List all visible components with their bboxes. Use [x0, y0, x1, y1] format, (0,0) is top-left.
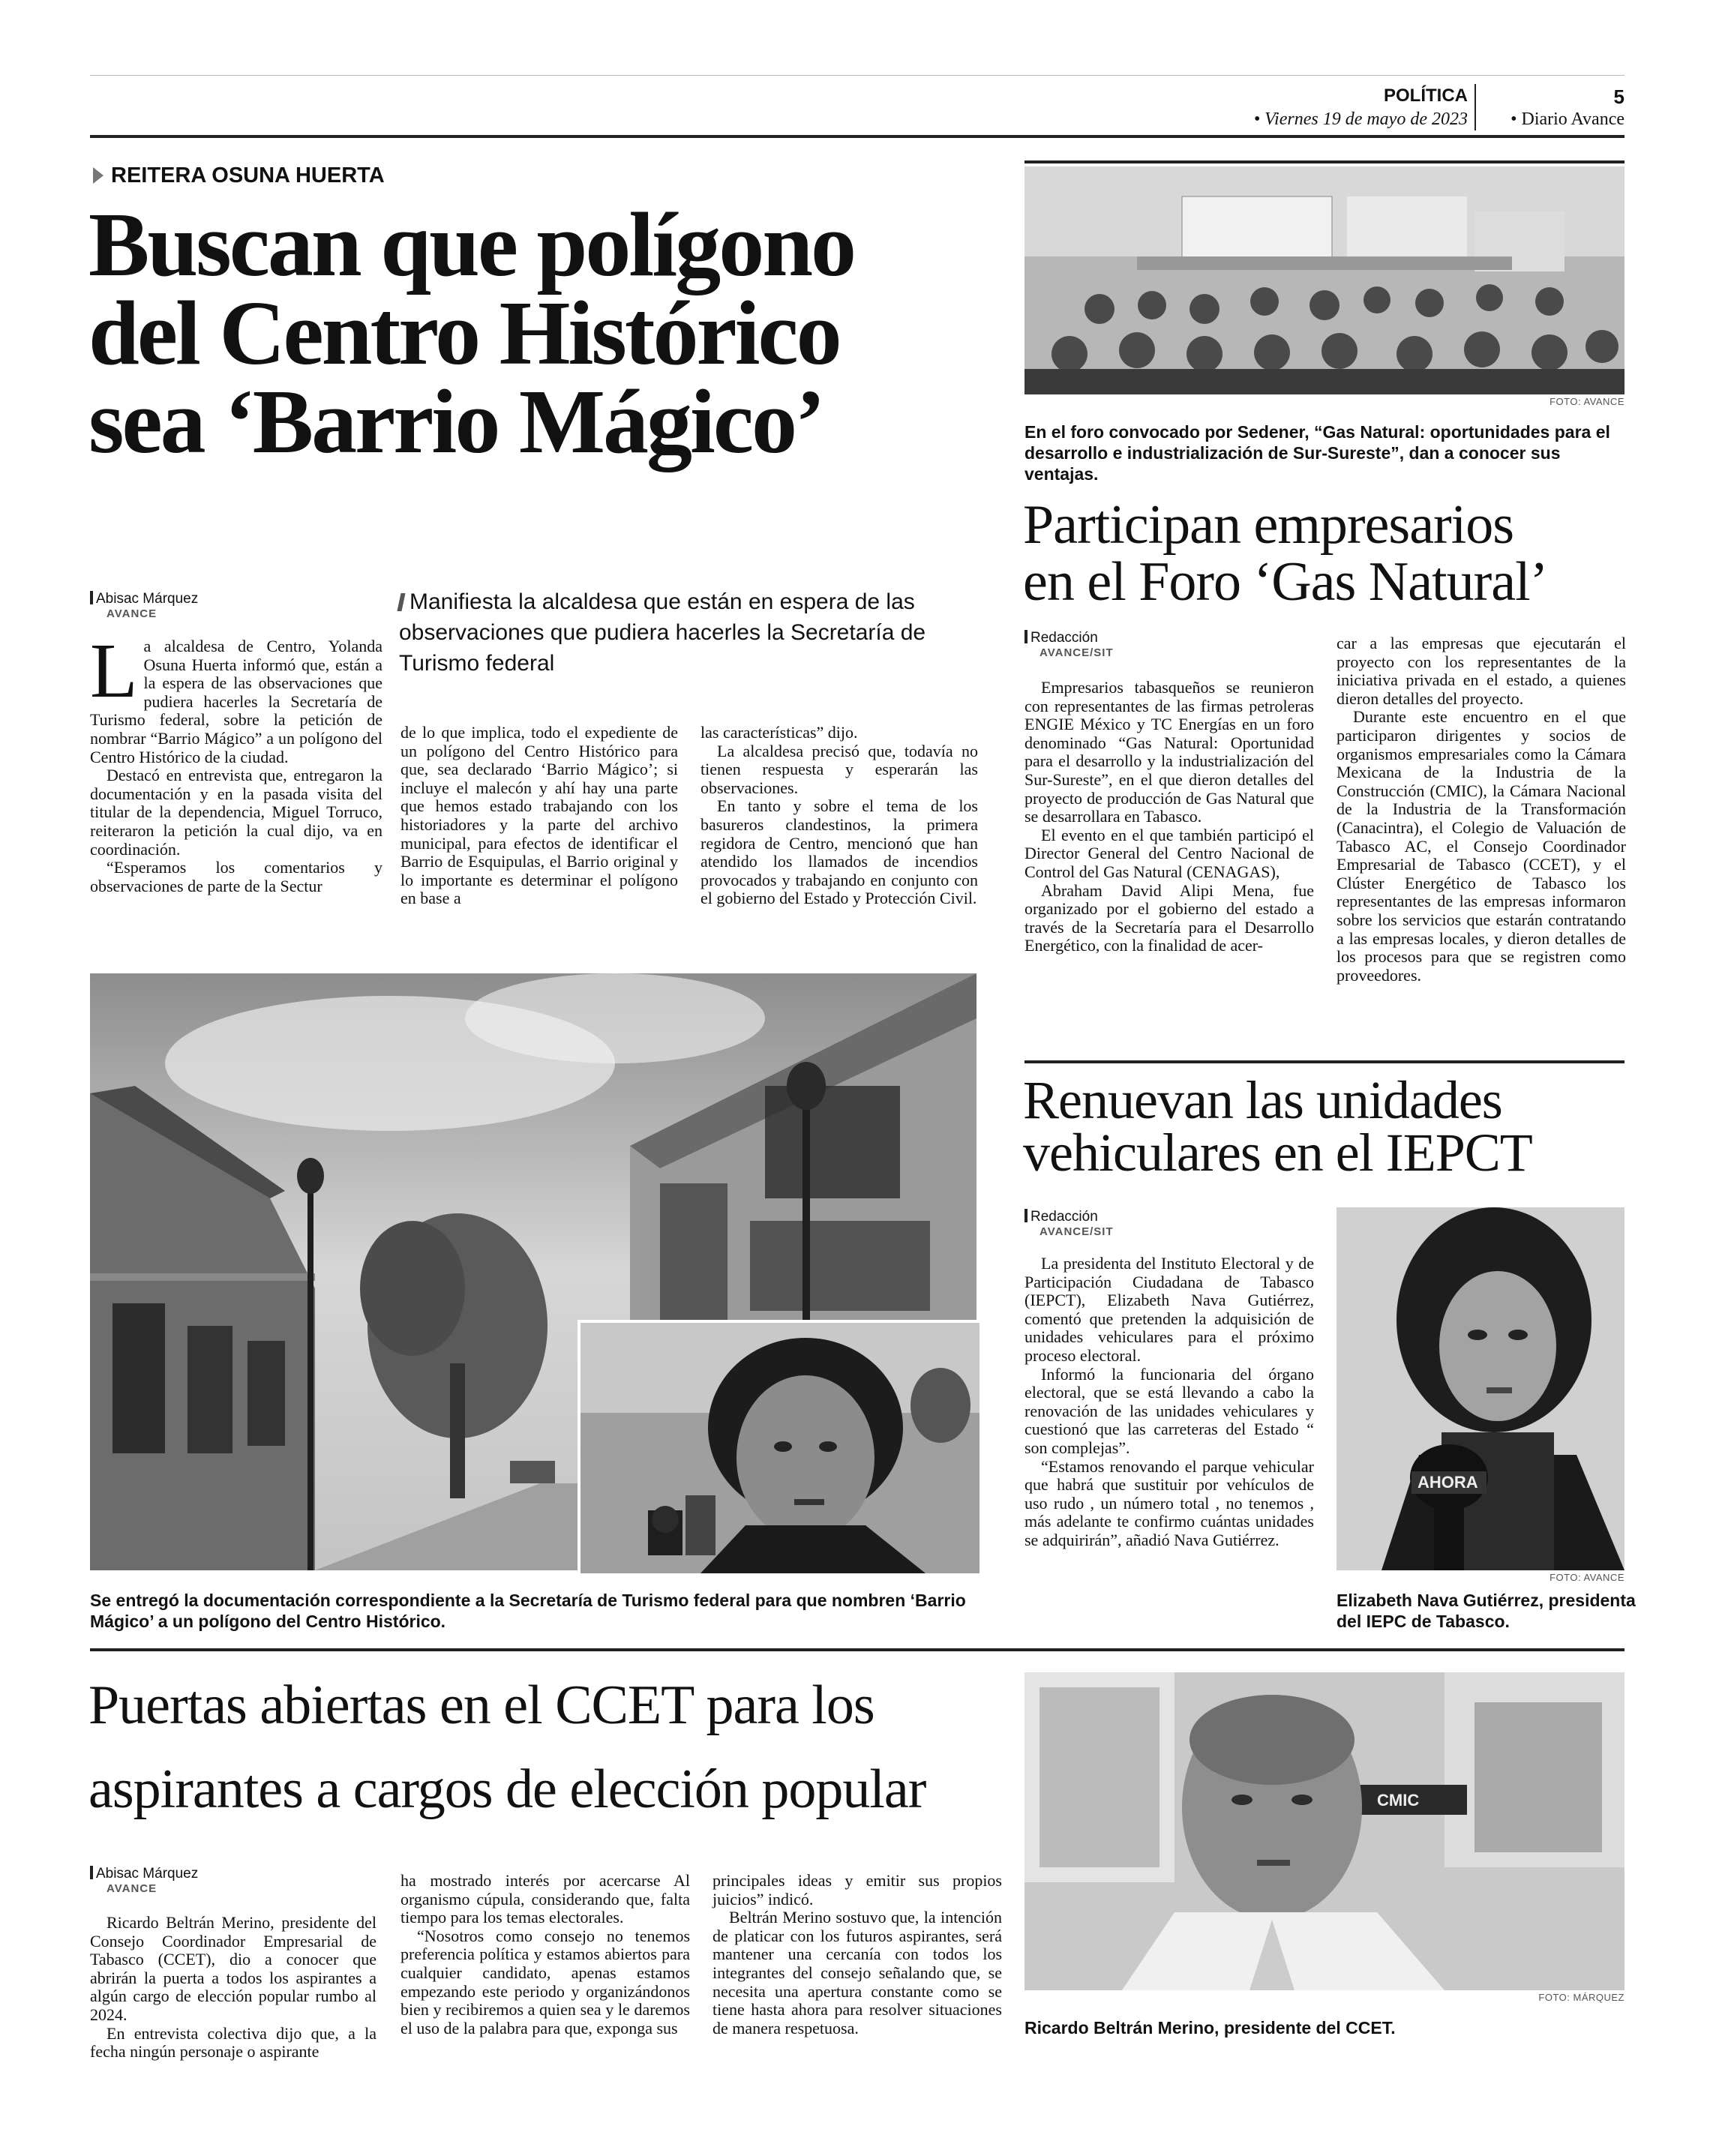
section-name: POLÍTICA — [1384, 85, 1468, 106]
main-photo-caption: Se entregó la documentación correspondiente a la Secretaría de Turismo federal para que nombren ‘Barrio Mágico’ a un polígono del Centro Histórico. — [90, 1591, 966, 1631]
newspaper-name: • Diario Avance — [1510, 109, 1624, 129]
beltran-photo-credit: FOTO: MÁRQUEZ — [1538, 1992, 1624, 2003]
main-summary: Manifiesta la alcaldesa que están en espera de las observaciones que pudiera hacerles la Secretaría de Turismo federal — [399, 586, 969, 679]
ccet-column-3: principales ideas y emitir sus propios juicios” indicó. Beltrán Merino sostuvo que, la intención de platicar con los futuros aspirantes, será mantener una cercanía con todos los integrantes del consejo señalando que, se necesita una apertura constante como se tiene hasta ahora para resolver situaciones de manera respetuosa. — [712, 1871, 1002, 2038]
forum-photo — [1024, 166, 1624, 394]
main-headline: Buscan que polígono del Centro Histórico sea ‘Barrio Mágico’ — [88, 194, 855, 472]
main-column-1: L a alcaldesa de Centro, Yolanda Osuna Huerta informó que, están a la espera de las observaciones que pudiera hacerles la Secretaría de Turismo federal, sobre la petición de nombrar “Barrio Mágico” a un polígono del Centro Histórico de la ciudad. Destacó en entrevista que, entregaron la documentación y en la pasada visita del titular de la dependencia, Miguel Torruco, reiteraron la petición la cual dijo, va en coordinación. “Esperamos los comentarios y observaciones de parte de la Sectur — [90, 628, 382, 895]
forum-photo-caption: En el foro convocado por Sedener, “Gas Natural: oportunidades para el desarrollo e industrialización de Sur-Sureste”, dan a conocer sus ventajas. — [1024, 422, 1610, 484]
main-column-2: de lo que implica, todo el expediente de un polígono del Centro Histórico para que, sea declarado ‘Barrio Mágico’; si incluye el malecón y ahí hay una parte que hemos estado trabajando con los historiadores y la parte del archivo municipal, para efectos de identificar el Barrio de Esquipulas, el Barrio original y lo importante es determinar el polígono en base a — [400, 723, 678, 908]
gas-column-1: Empresarios tabasqueños se reunieron con representantes de las firmas petroleras ENGIE México y TC Energías en un foro denominado “Gas Natural: Oportunidad para el desarrollo y la industrialización del Sur-Sureste”, en el que dieron detalles del proyecto de producción de Gas Natural que se desarrollara en Tabasco. El evento en el que también participó el Director General del Centro Nacional de Control del Gas Natural (CENAGAS), Abraham David Alipi Mena, fue organizado por el gobierno del estado a través de la Secretaría para el Desarrollo Energético, con la finalidad de acer- — [1024, 678, 1314, 955]
main-byline: Abisac Márquez AVANCE — [90, 591, 198, 622]
beltran-photo-caption: Ricardo Beltrán Merino, presidente del CCET. — [1024, 2018, 1396, 2038]
page-number: 5 — [1613, 85, 1624, 108]
triangle-icon — [93, 167, 104, 184]
nava-photo-caption: Elizabeth Nava Gutiérrez, presidenta del IEPC de Tabasco. — [1336, 1591, 1636, 1631]
ccet-column-1: Ricardo Beltrán Merino, presidente del Consejo Coordinador Empresarial de Tabasco (CCET), dio a conocer que abrirán la puerta a todos los aspirantes a algún cargo de elección popular rumbo al 2024. En entrevista colectiva dijo que, a la fecha ningún personaje o aspirante — [90, 1913, 376, 2062]
gas-column-2: car a las empresas que ejecutarán el proyecto con los representantes de la iniciativa privada en el estado, a quienes dieron detalles del proyecto. Durante este encuentro en el que participaron dirigentes y socios de organismos empresariales como la Cámara Mexicana de la Industria de la Construcción (CMIC), la Cámara Nacional de la Industria de la Transformación (Canacintra), el Colegio de Valuación de Tabasco AC, el Consejo Coordinador Empresarial de Tabasco (CCET), y el Clúster Energético de Tabasco los representantes de las empresas informaron sobre los servicios que estarán contratando a las empresas locales, y dieron detalles de los procesos para que se registren como proveedores. — [1336, 634, 1626, 985]
kicker: REITERA OSUNA HUERTA — [93, 163, 385, 188]
gas-byline: Redacción AVANCE/SIT — [1024, 630, 1114, 661]
ccet-byline: Abisac Márquez AVANCE — [90, 1866, 198, 1897]
nava-photo-credit: FOTO: AVANCE — [1550, 1572, 1624, 1583]
ccet-column-2: ha mostrado interés por acercarse Al organismo cúpula, considerando que, falta tiempo para los temas electorales. “Nosotros como consejo no tenemos preferencia política y estamos abiertos para cualquier candidato, apenas estamos empezando este periodo y organizándonos bien y recibiremos a quien sea y le daremos el uso de la palabra para que, exponga sus — [400, 1871, 690, 2038]
main-column-3: las características” dijo. La alcaldesa precisó que, todavía no tienen respuesta y esperarán las observaciones. En tanto y sobre el tema de los basureros clandestinos, la primera regidora de Centro, mencionó que han atendido los llamados de incendios provocados y trabajando en conjunto con el gobierno del Estado y Protección Civil. — [700, 723, 978, 908]
mayor-photo — [578, 1320, 980, 1573]
iepct-body: La presidenta del Instituto Electoral y de Participación Ciudadana de Tabasco (IEPCT), Elizabeth Nava Gutiérrez, comentó que pretenden la adquisición de unidades vehiculares para el próximo proceso electoral. Informó la funcionaria del órgano electoral, que se está llevando a cabo la renovación de las unidades vehiculares y cuestionó que las carreteras del Estado “ son complejas”. “Estamos renovando el parque vehicular que habrá que sustituir por vehículos de uso rudo , un número total , no tenemos , más adelante te confirmo cuántas unidades se adquirirán”, añadió Nava Gutiérrez. — [1024, 1254, 1314, 1549]
forum-photo-credit: FOTO: AVANCE — [1550, 396, 1624, 407]
gas-headline: Participan empresarios en el Foro ‘Gas Natural’ — [1023, 494, 1548, 613]
ricardo-beltran-photo — [1024, 1672, 1624, 1990]
ccet-headline: Puertas abiertas en el CCET para los aspirantes a cargos de elección popular — [88, 1675, 926, 1820]
issue-date: • Viernes 19 de mayo de 2023 — [1253, 109, 1468, 129]
iepct-headline: Renuevan las unidades vehiculares en el IEPCT — [1023, 1070, 1532, 1183]
elizabeth-nava-photo — [1336, 1207, 1624, 1570]
cmic-sign-text: CMIC — [1377, 1791, 1420, 1810]
mic-label: AHORA — [1418, 1473, 1478, 1492]
iepct-byline: Redacción AVANCE/SIT — [1024, 1209, 1114, 1240]
